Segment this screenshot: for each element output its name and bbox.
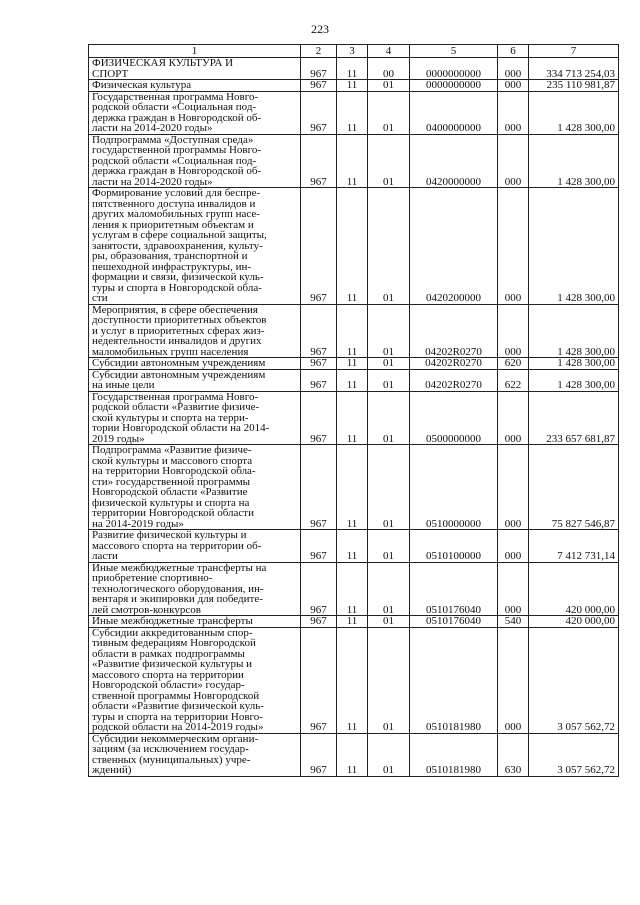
row-section: 11: [337, 58, 368, 80]
row-expense-type: 000: [498, 391, 529, 445]
table-row: [89, 304, 619, 358]
row-name-text: Субсидии некоммерческим органи- зациям (за исключением государ- ственных (муниципальных) учре- ждений): [92, 733, 259, 776]
row-name-text: Развитие физической культуры и массового спорта на территории об- ласти: [92, 529, 262, 562]
row-target-article: 0500000000: [410, 391, 498, 445]
row-section: 11: [337, 369, 368, 391]
row-admin-code: 967: [301, 616, 337, 628]
column-header: 3: [337, 45, 368, 58]
row-subsection: 01: [368, 733, 410, 776]
row-amount: 233 657 681,87: [529, 391, 619, 445]
row-name: [89, 391, 301, 445]
table-row: [89, 58, 619, 80]
budget-table: [88, 44, 619, 777]
row-name-text: Подпрограмма «Развитие физиче- ской культуры и массового спорта на территории Новгородской обла- сти» государственной программы Новгородской области «Развитие физической культуры и спорта на территории Новгородской области на 2014-2019 годы»: [92, 444, 256, 530]
column-header: 1: [89, 45, 301, 58]
row-target-article: 04202R0270: [410, 304, 498, 358]
table-header-row: [89, 45, 619, 58]
row-target-article: 04202R0270: [410, 358, 498, 370]
row-name: [89, 91, 301, 134]
row-section: 11: [337, 627, 368, 733]
column-header: 2: [301, 45, 337, 58]
row-expense-type: 000: [498, 627, 529, 733]
row-section: 11: [337, 562, 368, 616]
row-subsection: 01: [368, 80, 410, 92]
row-expense-type: 622: [498, 369, 529, 391]
row-target-article: 0510176040: [410, 562, 498, 616]
table-row: [89, 91, 619, 134]
row-subsection: 01: [368, 358, 410, 370]
row-section: 11: [337, 91, 368, 134]
row-amount: 1 428 300,00: [529, 91, 619, 134]
row-target-article: 04202R0270: [410, 369, 498, 391]
row-section: 11: [337, 80, 368, 92]
table-row: [89, 134, 619, 188]
row-admin-code: 967: [301, 445, 337, 530]
row-expense-type: 000: [498, 304, 529, 358]
row-name-text: Иные межбюджетные трансферты: [92, 615, 253, 627]
row-admin-code: 967: [301, 369, 337, 391]
row-subsection: 01: [368, 134, 410, 188]
row-amount: 235 110 981,87: [529, 80, 619, 92]
row-name: [89, 530, 301, 563]
row-amount: 1 428 300,00: [529, 369, 619, 391]
row-section: 11: [337, 188, 368, 305]
row-section: 11: [337, 616, 368, 628]
row-amount: 1 428 300,00: [529, 188, 619, 305]
table-row: [89, 188, 619, 305]
row-name-text: ФИЗИЧЕСКАЯ КУЛЬТУРА И СПОРТ: [92, 57, 234, 80]
column-header: 4: [368, 45, 410, 58]
row-target-article: 0000000000: [410, 80, 498, 92]
row-name-text: Подпрограмма «Доступная среда» государственной программы Новго- родской области «Социальная под- держка граждан в Новгородской об- ласти на 2014-2020 годы»: [92, 134, 262, 188]
row-section: 11: [337, 391, 368, 445]
row-name: [89, 304, 301, 358]
table-row: [89, 358, 619, 370]
row-amount: 7 412 731,14: [529, 530, 619, 563]
column-header: 7: [529, 45, 619, 58]
row-amount: 420 000,00: [529, 616, 619, 628]
table-row: [89, 733, 619, 776]
row-name: [89, 627, 301, 733]
row-expense-type: 000: [498, 134, 529, 188]
table-row: [89, 445, 619, 530]
row-section: 11: [337, 304, 368, 358]
row-subsection: 01: [368, 304, 410, 358]
row-name-text: Физическая культура: [92, 79, 192, 91]
row-name-text: Субсидии автономным учреждениям: [92, 357, 266, 369]
row-expense-type: 000: [498, 445, 529, 530]
row-expense-type: 000: [498, 58, 529, 80]
row-expense-type: 540: [498, 616, 529, 628]
row-name: [89, 358, 301, 370]
row-admin-code: 967: [301, 562, 337, 616]
row-target-article: 0510181980: [410, 733, 498, 776]
row-admin-code: 967: [301, 80, 337, 92]
column-header: 6: [498, 45, 529, 58]
row-name: [89, 188, 301, 305]
row-target-article: 0400000000: [410, 91, 498, 134]
row-name-text: Государственная программа Новго- родской области «Развитие физиче- ской культуры и спорта на терри- тории Новгородской области на 2014- 2019 годы»: [92, 391, 270, 445]
row-name: [89, 134, 301, 188]
row-target-article: 0000000000: [410, 58, 498, 80]
row-admin-code: 967: [301, 391, 337, 445]
row-amount: 420 000,00: [529, 562, 619, 616]
row-amount: 1 428 300,00: [529, 134, 619, 188]
row-admin-code: 967: [301, 91, 337, 134]
table-row: [89, 391, 619, 445]
row-admin-code: 967: [301, 358, 337, 370]
row-admin-code: 967: [301, 733, 337, 776]
row-amount: 1 428 300,00: [529, 304, 619, 358]
row-subsection: 01: [368, 391, 410, 445]
row-name-text: Государственная программа Новго- родской области «Социальная под- держка граждан в Новгородской об- ласти на 2014-2020 годы»: [92, 91, 262, 134]
row-target-article: 0510176040: [410, 616, 498, 628]
table-row: [89, 530, 619, 563]
row-section: 11: [337, 530, 368, 563]
row-name-text: Субсидии автономным учреждениям на иные цели: [92, 369, 266, 391]
row-subsection: 00: [368, 58, 410, 80]
row-section: 11: [337, 445, 368, 530]
row-amount: 75 827 546,87: [529, 445, 619, 530]
column-header: 5: [410, 45, 498, 58]
row-section: 11: [337, 134, 368, 188]
row-target-article: 0510181980: [410, 627, 498, 733]
row-name-text: Формирование условий для беспре- пятственного доступа инвалидов и других маломобильных групп насе- ления к приоритетным объектам и услугам в сфере социальной защиты, занятости, здравоохранения, культу- ры, образования, транспортной и пешеходной инфраструктуры, ин- формации и связи, физической куль- туры и спорта в Новгородской обла- сти: [92, 187, 267, 304]
row-admin-code: 967: [301, 58, 337, 80]
row-amount: 3 057 562,72: [529, 733, 619, 776]
table-row: [89, 80, 619, 92]
table-row: [89, 369, 619, 391]
row-subsection: 01: [368, 188, 410, 305]
row-name: [89, 733, 301, 776]
row-name-text: Иные межбюджетные трансферты на приобретение спортивно- технологического оборудования, ин- вентаря и экипировки для победите- лей смотров-конкурсов: [92, 562, 267, 616]
row-name: [89, 616, 301, 628]
table-row: [89, 562, 619, 616]
row-target-article: 0510000000: [410, 445, 498, 530]
row-name-text: Мероприятия, в сфере обеспечения доступности приоритетных объектов и услуг в приоритетных сферах жиз- недеятельности инвалидов и других маломобильных групп населения: [92, 304, 267, 358]
row-target-article: 0420200000: [410, 188, 498, 305]
row-subsection: 01: [368, 91, 410, 134]
row-expense-type: 000: [498, 562, 529, 616]
row-name: [89, 369, 301, 391]
row-target-article: 0510100000: [410, 530, 498, 563]
row-subsection: 01: [368, 616, 410, 628]
row-amount: 1 428 300,00: [529, 358, 619, 370]
row-admin-code: 967: [301, 304, 337, 358]
row-admin-code: 967: [301, 134, 337, 188]
row-subsection: 01: [368, 627, 410, 733]
row-subsection: 01: [368, 530, 410, 563]
row-name: [89, 562, 301, 616]
row-expense-type: 000: [498, 91, 529, 134]
row-expense-type: 000: [498, 530, 529, 563]
row-admin-code: 967: [301, 627, 337, 733]
row-name: [89, 445, 301, 530]
row-expense-type: 630: [498, 733, 529, 776]
row-admin-code: 967: [301, 530, 337, 563]
row-subsection: 01: [368, 369, 410, 391]
row-expense-type: 000: [498, 188, 529, 305]
page-number: 223: [311, 22, 329, 36]
row-target-article: 0420000000: [410, 134, 498, 188]
table-row: [89, 627, 619, 733]
row-name-text: Субсидии аккредитованным спор- тивным федерациям Новгородской области в рамках подпрограммы «Развитие физической культуры и массового спорта на территории Новгородской области» государ- ственной программы Новгородской области «Развитие физической куль- туры и спорта на территории Новго- родской области на 2014-2019 годы»: [92, 627, 264, 733]
table-row: [89, 616, 619, 628]
row-expense-type: 000: [498, 80, 529, 92]
row-expense-type: 620: [498, 358, 529, 370]
row-subsection: 01: [368, 445, 410, 530]
row-name: [89, 80, 301, 92]
row-admin-code: 967: [301, 188, 337, 305]
row-section: 11: [337, 358, 368, 370]
row-amount: 334 713 254,03: [529, 58, 619, 80]
row-section: 11: [337, 733, 368, 776]
row-name: [89, 58, 301, 80]
row-subsection: 01: [368, 562, 410, 616]
row-amount: 3 057 562,72: [529, 627, 619, 733]
